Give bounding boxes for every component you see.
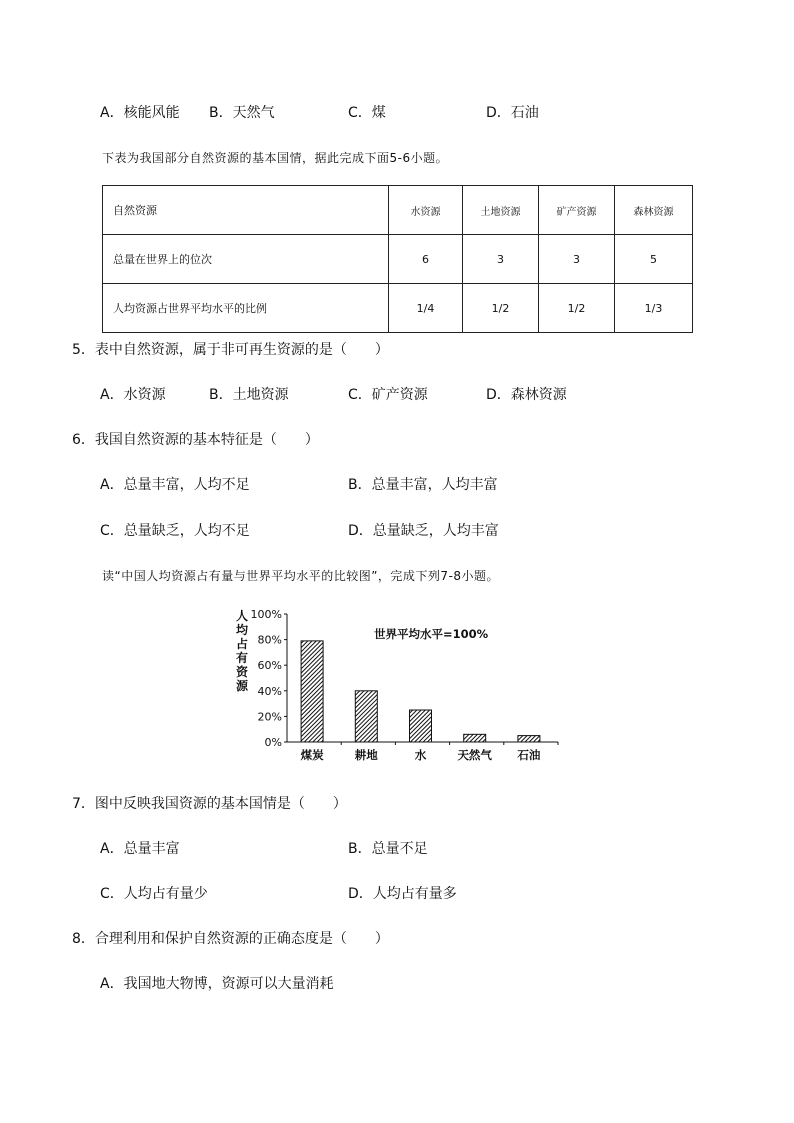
table-cell: 3: [539, 235, 615, 284]
y-tick-label: 40%: [257, 684, 282, 698]
q7-option-c: C．人均占有量少: [100, 886, 208, 902]
y-tick-label: 0%: [264, 736, 282, 749]
table-row: [103, 235, 693, 284]
resource-table: [102, 185, 693, 333]
table-header-cell: 土地资源: [463, 186, 539, 235]
table-header-cell: 矿产资源: [539, 186, 615, 235]
chart-intro: 读“中国人均资源占有量与世界平均水平的比较图”，完成下列7-8小题。: [102, 569, 500, 583]
table-cell: 6: [389, 235, 463, 284]
q4-option-a: A．核能风能: [100, 105, 180, 121]
q6-option-b: B．总量丰富，人均丰富: [348, 477, 498, 493]
bar: [410, 710, 432, 742]
x-tick-label: 石油: [517, 748, 541, 762]
q4-option-d: D．石油: [486, 105, 539, 121]
table-cell: 5: [615, 235, 693, 284]
y-axis-label-char: 有: [235, 651, 249, 665]
x-tick-label: 耕地: [354, 748, 378, 762]
table-header-cell: 水资源: [389, 186, 463, 235]
q5-option-b: B．土地资源: [209, 387, 289, 403]
table-row: [103, 284, 693, 333]
y-axis-label-char: 均: [235, 623, 249, 637]
q4-option-b: B．天然气: [209, 105, 275, 121]
q6-option-d: D．总量缺乏，人均丰富: [348, 523, 499, 539]
table-cell: 1/3: [615, 284, 693, 333]
q7-option-a: A．总量丰富: [100, 841, 180, 857]
q5-stem: 5．表中自然资源，属于非可再生资源的是（ ）: [72, 342, 389, 358]
table-header-cell: 森林资源: [615, 186, 693, 235]
q5-option-a: A．水资源: [100, 387, 166, 403]
table-cell: 1/4: [389, 284, 463, 333]
bar: [518, 736, 540, 742]
q5-option-d: D．森林资源: [486, 387, 567, 403]
chart-annotation: 世界平均水平=100%: [374, 627, 489, 641]
table-cell: 1/2: [463, 284, 539, 333]
table-intro: 下表为我国部分自然资源的基本国情，据此完成下面5-6小题。: [102, 151, 449, 165]
x-tick-label: 煤炭: [300, 748, 324, 762]
table-cell: 人均资源占世界平均水平的比例: [103, 284, 389, 333]
q7-option-d: D．人均占有量多: [348, 886, 457, 902]
y-axis-label-char: 占: [235, 637, 249, 651]
bar: [355, 691, 377, 742]
q7-stem: 7．图中反映我国资源的基本国情是（ ）: [72, 796, 347, 812]
resource-bar-chart: [225, 600, 570, 775]
y-axis-label-char: 源: [235, 679, 249, 693]
q4-option-c: C．煤: [348, 105, 386, 121]
q8-stem: 8．合理利用和保护自然资源的正确态度是（ ）: [72, 931, 389, 947]
y-tick-label: 100%: [250, 608, 282, 621]
y-axis-label-char: 人: [235, 609, 249, 623]
y-axis-label: [236, 609, 249, 693]
q7-option-b: B．总量不足: [348, 841, 428, 857]
table-header-cell: 自然资源: [103, 186, 389, 235]
table-header-row: [103, 186, 693, 235]
q5-option-c: C．矿产资源: [348, 387, 428, 403]
table-cell: 总量在世界上的位次: [103, 235, 389, 284]
q8-option-a: A．我国地大物博，资源可以大量消耗: [100, 976, 334, 992]
y-tick-label: 20%: [257, 710, 282, 724]
table-cell: 3: [463, 235, 539, 284]
y-axis-label-char: 资: [235, 665, 249, 679]
y-tick-label: 80%: [257, 633, 282, 647]
bar: [464, 734, 486, 742]
q6-option-c: C．总量缺乏，人均不足: [100, 523, 250, 539]
x-tick-label: 天然气: [457, 748, 492, 762]
x-tick-label: 水: [414, 748, 427, 762]
y-tick-label: 60%: [257, 659, 282, 673]
q6-option-a: A．总量丰富，人均不足: [100, 477, 250, 493]
bar: [301, 641, 323, 742]
q6-stem: 6．我国自然资源的基本特征是（ ）: [72, 432, 319, 448]
table-cell: 1/2: [539, 284, 615, 333]
